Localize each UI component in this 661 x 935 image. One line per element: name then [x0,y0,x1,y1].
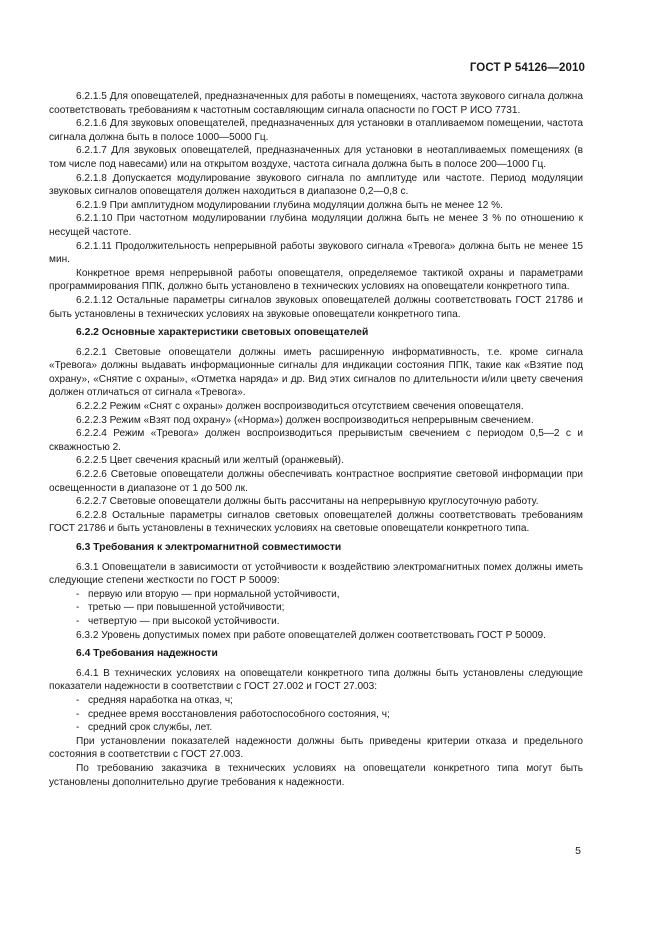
list-item: - среднее время восстановления работоспособного состояния, ч; [76,708,390,720]
section-heading-6-4: 6.4 Требования надежности [76,648,218,660]
list-item: - третью — при повышенной устойчивости; [76,602,285,614]
paragraph-6-2-2-2: 6.2.2.2 Режим «Снят с охраны» должен воспроизводиться отсутствием свечения оповещателя. [76,401,524,413]
page-number: 5 [575,845,581,857]
standard-header: ГОСТ Р 54126—2010 [469,62,585,74]
paragraph-6-2-2-6: 6.2.2.6 Световые оповещатели должны обеспечивать контрастное восприятие световой информации при освещенности в диапазоне от 1 до 500 лк. [49,469,583,494]
paragraph-6-2-1-10: 6.2.1.10 При частотном модулировании глубина модуляции должна быть не менее 3 % по отношению к несущей частоте. [49,213,583,238]
paragraph-6-2-2-7: 6.2.2.7 Световые оповещатели должны быть рассчитаны на непрерывную круглосуточную работу. [76,496,539,508]
paragraph-6-2-1-8: 6.2.1.8 Допускается модулирование звукового сигнала по амплитуде или частоте. Период модуляции звуковых сигналов оповещателя должен находиться в диапазоне 0,2—0,8 с. [49,172,583,198]
paragraph-6-2-1-7: 6.2.1.7 Для звуковых оповещателей, предназначенных для установки в неотапливаемых помещениях (в том числе под навесами) или на открытом воздухе, частота сигнала должна быть в полосе 200—1000 Гц. [49,145,583,170]
paragraph-6-2-1-9: 6.2.1.9 При амплитудном модулировании глубина модуляции должна быть не менее 12 %. [76,199,503,211]
paragraph-6-2-1-11: 6.2.1.11 Продолжительность непрерывной работы звукового сигнала «Тревога» должна быть не менее 15 мин. [49,240,583,266]
paragraph-6-2-2-4: 6.2.2.4 Режим «Тревога» должен воспроизводиться прерывистым свечением с периодом 0,5—2 с и скважностью 2. [49,428,583,453]
list-item: - первую или вторую — при нормальной устойчивости, [76,588,340,600]
list-item: - четвертую — при высокой устойчивости. [76,615,280,627]
paragraph-customer-requirements: По требованию заказчика в технических условиях на оповещатели конкретного типа могут быть установлены дополнительно другие требования к надежности. [49,762,583,788]
paragraph-6-2-2-1: 6.2.2.1 Световые оповещатели должны иметь расширенную информативность, т.е. кроме сигнала «Тревога» должны выдавать информационные сигналы для индикации состояния ППК, такие как «Взятие под охрану», «Снятие с охраны», «Отметка наряда» и др. Вид этих сигналов по длительности и/или цвету свечения должен отличаться от сигнала «Тревога». [49,346,583,399]
paragraph-6-2-1-12: 6.2.1.12 Остальные параметры сигналов звуковых оповещателей должны соответствовать ГОСТ 21786 и быть установлены в технических условиях на звуковые оповещатели конкретного типа. [49,294,583,320]
list-item: - средняя наработка на отказ, ч; [76,694,233,706]
paragraph-6-2-2-5: 6.2.2.5 Цвет свечения красный или желтый (оранжевый). [76,455,344,467]
paragraph-6-3-1: 6.3.1 Оповещатели в зависимости от устойчивости к воздействию электромагнитных помех должны иметь следующие степени жесткости по ГОСТ Р 50009: [49,561,583,587]
paragraph-6-2-1-5: 6.2.1.5 Для оповещателей, предназначенных для работы в помещениях, частота звукового сигнала должна соответствовать требованиям к частотным составляющим сигнала опасности по ГОСТ Р ИСО 7731. [49,91,583,116]
paragraph-continuous-operation: Конкретное время непрерывной работы оповещателя, определяемое тактикой охраны и параметрами программирования ППК, должно быть установлено в технических условиях на оповещатели конкретного типа. [49,267,583,293]
paragraph-6-3-2: 6.3.2 Уровень допустимых помех при работе оповещателей должен соответствовать ГОСТ Р 50009. [76,629,546,641]
paragraph-6-4-1: 6.4.1 В технических условиях на оповещатели конкретного типа должны быть установлены следующие показатели надежности в соответствии с ГОСТ 27.002 и ГОСТ 27.003: [49,667,583,693]
section-heading-6-3: 6.3 Требования к электромагнитной совместимости [76,542,342,553]
paragraph-6-2-2-8: 6.2.2.8 Остальные параметры сигналов световых оповещателей должны соответствовать требованиям ГОСТ 21786 и быть установлены в технических условиях на световые оповещатели конкретного типа. [49,509,583,535]
paragraph-6-2-2-3: 6.2.2.3 Режим «Взят под охрану» («Норма») должен воспроизводиться непрерывным свечением. [76,414,534,426]
paragraph-6-2-1-6: 6.2.1.6 Для звуковых оповещателей, предназначенных для установки в отапливаемом помещении, частота сигнала должна быть в полосе 1000—5000 Гц. [49,118,583,143]
document-body [49,90,583,789]
reliability-indicators-list [49,694,583,735]
section-heading-6-2-2: 6.2.2 Основные характеристики световых оповещателей [76,327,369,339]
paragraph-failure-criteria: При установлении показателей надежности должны быть приведены критерии отказа и предельного состояния в соответствии с ГОСТ 27.003. [49,735,583,761]
emc-severity-list [49,588,583,629]
list-item: - средний срок службы, лет. [76,722,213,734]
